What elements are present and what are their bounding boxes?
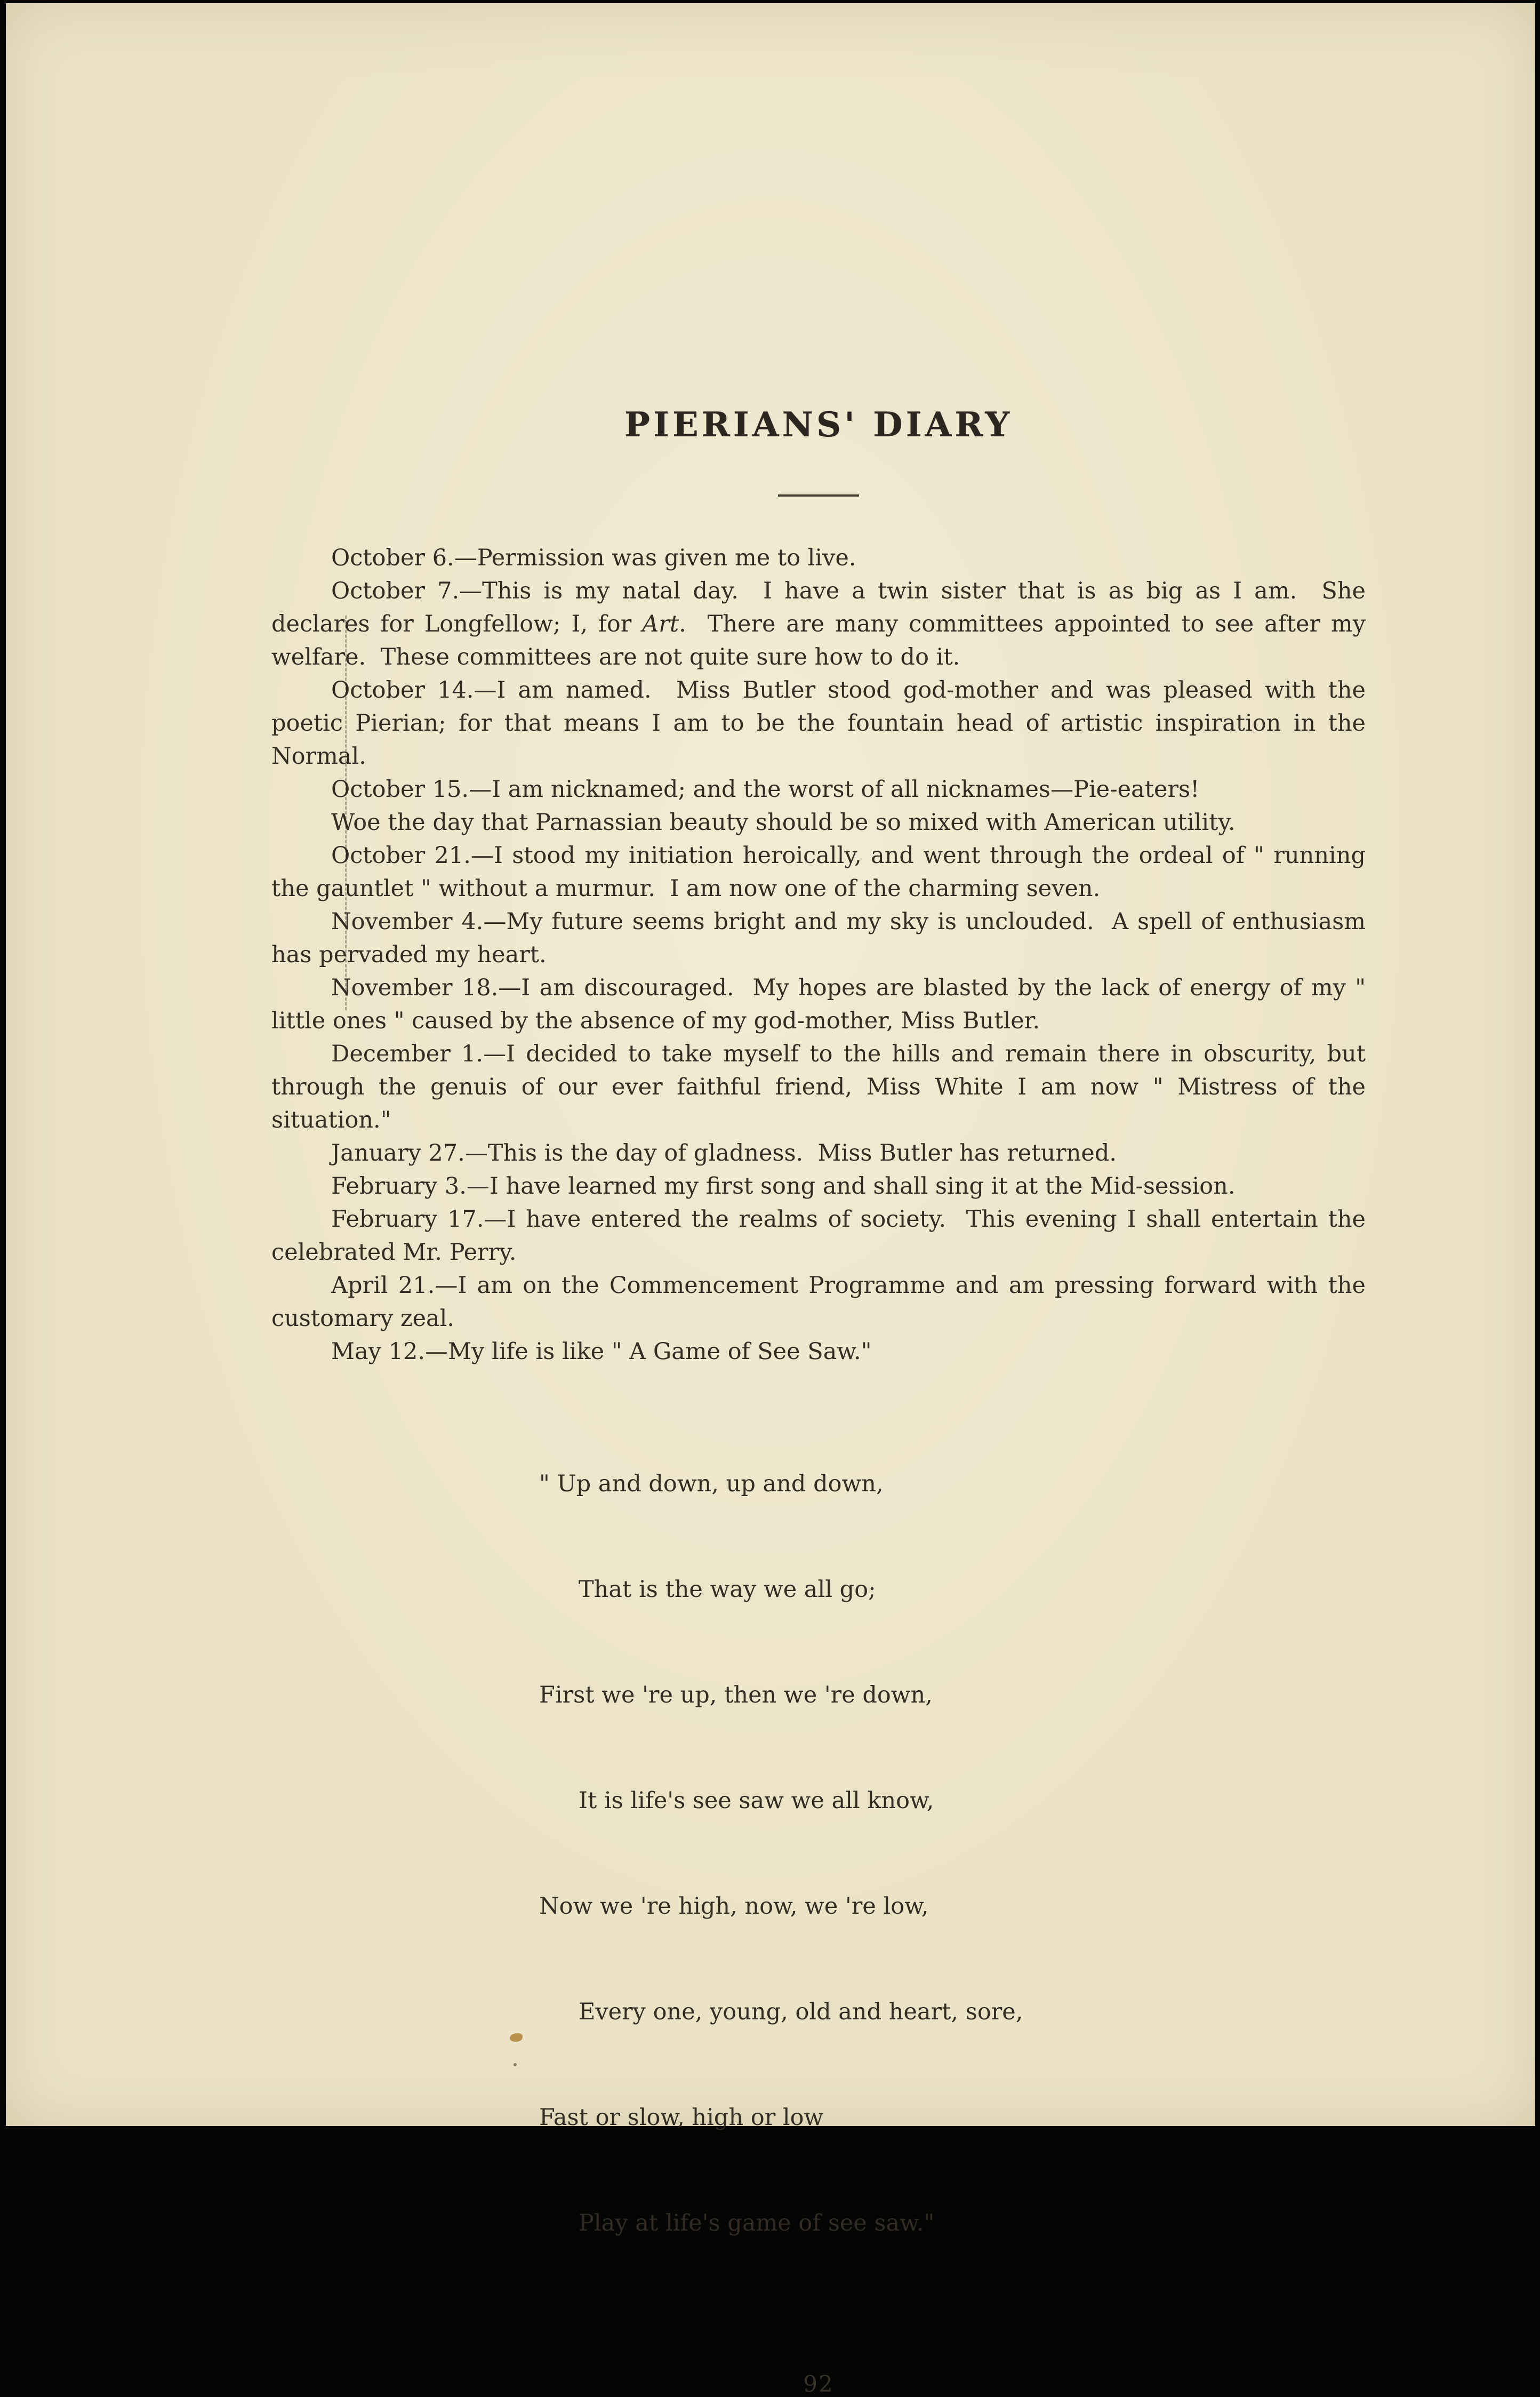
entry-text: April 21.—I am on the Commencement Programme and am pressing forward with the customary zeal. <box>271 1272 1373 1332</box>
poem-line: It is life's see saw we all know, <box>579 1787 934 1814</box>
paper-speck-dot <box>514 2063 517 2066</box>
diary-entry <box>271 806 1366 839</box>
entry-text: December 1.—I decided to take myself to the hills and remain there in obscurity, but through the genuis of our ever faithful friend, Miss White I am now " Mistress of the situation." <box>271 1041 1373 1133</box>
poem-line: Play at life's game of see saw." <box>579 2210 935 2236</box>
diary-entry <box>271 905 1373 971</box>
entry-text: February 3.—I have learned my first song and shall sing it at the Mid-session. <box>331 1173 1236 1200</box>
diary-entry <box>271 1203 1373 1269</box>
poem-line: That is the way we all go; <box>579 1576 876 1603</box>
poem-line: First we 're up, then we 're down, <box>539 1682 933 1708</box>
diary-entry <box>271 1170 1366 1203</box>
entry-text: May 12.—My life is like " A Game of See Saw." <box>331 1338 872 1365</box>
entry-text: October 7.—This is my natal day. I have a twin sister that is as big as I am. She declares for Longfellow; I, for <box>271 578 1373 637</box>
entry-text: November 4.—My future seems bright and my sky is unclouded. A spell of enthusiasm has pervaded my heart. <box>271 908 1373 968</box>
entry-text: October 14.—I am named. Miss Butler stood god-mother and was pleased with the poetic Pierian; for that means I am to be the fountain head of artistic inspiration in the Normal. <box>271 677 1373 770</box>
diary-entry <box>271 1335 1366 1368</box>
diary-entry <box>271 1269 1373 1335</box>
poem-line: Fast or slow, high or low <box>539 2104 824 2131</box>
entry-text: November 18.—I am discouraged. My hopes are blasted by the lack of energy of my " little ones " caused by the absence of my god-mother, Miss Butler. <box>271 974 1373 1034</box>
entry-text: January 27.—This is the day of gladness. Miss Butler has returned. <box>331 1140 1117 1166</box>
title-divider <box>778 494 859 497</box>
diary-entries <box>271 541 1373 1368</box>
diary-entry <box>271 1037 1373 1137</box>
page <box>6 3 1535 2397</box>
page-content <box>271 3 1373 2397</box>
entry-text: . There are many committees appointed to see after my welfare. These committees are not quite sure how to do it. <box>271 611 1373 670</box>
entry-text: Woe the day that Parnassian beauty should be so mixed with American utility. <box>331 809 1236 836</box>
poem-line: " Up and down, up and down, <box>539 1471 884 1497</box>
poem-line: Every one, young, old and heart, sore, <box>579 1999 1023 2025</box>
entry-text: October 21.—I stood my initiation heroically, and went through the ordeal of " running the gauntlet " without a murmur. I am now one of the charming seven. <box>271 842 1373 902</box>
entry-text: October 6.—Permission was given me to live. <box>331 545 856 571</box>
page-title: PIERIANS' DIARY <box>624 405 1013 445</box>
diary-entry <box>271 839 1373 905</box>
diary-entry <box>271 574 1373 674</box>
page-number: 92 <box>803 2371 834 2397</box>
diary-entry <box>271 1137 1366 1170</box>
diary-entry <box>271 773 1366 806</box>
entry-text: October 15.—I am nicknamed; and the worst of all nicknames—Pie-eaters! <box>331 776 1200 803</box>
diary-entry <box>271 541 1366 574</box>
entry-text-italic: Art <box>642 611 679 637</box>
diary-entry <box>271 674 1373 773</box>
entry-text: February 17.—I have entered the realms of society. This evening I shall entertain the celebrated Mr. Perry. <box>271 1206 1373 1266</box>
diary-entry <box>271 971 1373 1037</box>
poem-line: Now we 're high, now, we 're low, <box>539 1893 929 1920</box>
poem <box>539 1396 1366 2311</box>
